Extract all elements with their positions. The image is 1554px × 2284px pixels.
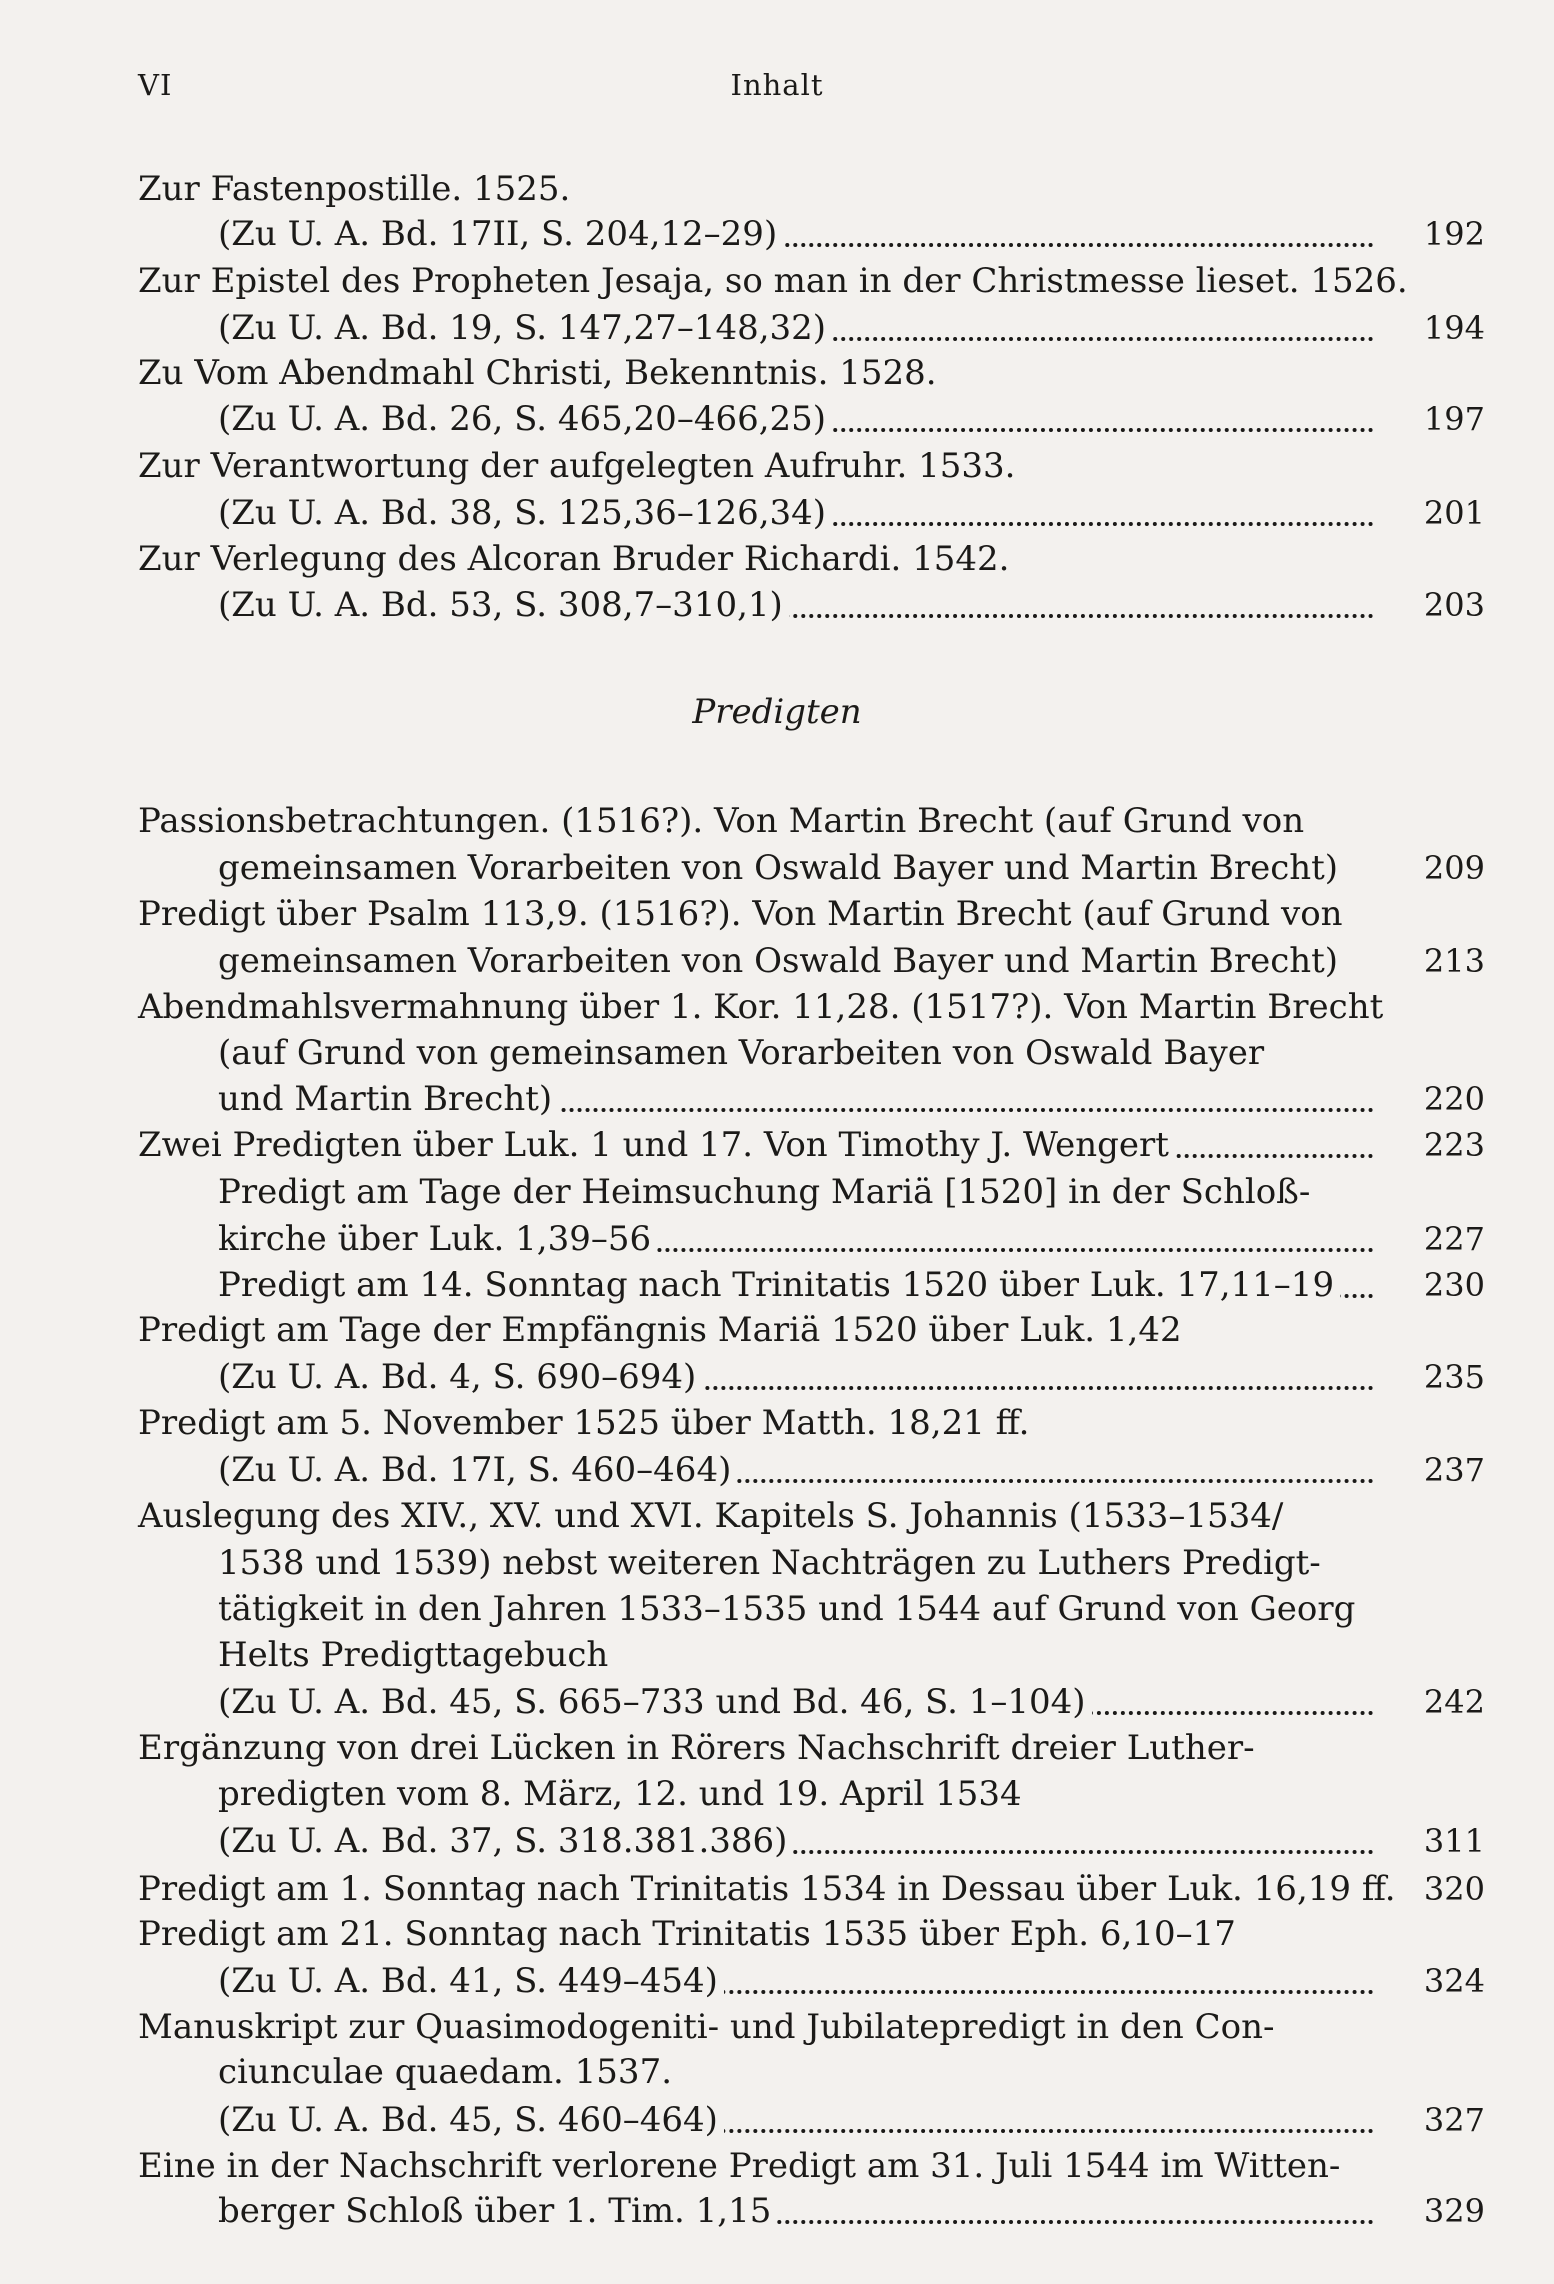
toc-page-number: 223 [1423, 1126, 1485, 1164]
toc-line [218, 1958, 1378, 2004]
toc-line [218, 1216, 1378, 1262]
toc-line-text: (Zu U. A. Bd. 17II, S. 204,12–29) [218, 214, 783, 254]
toc-page-number: 327 [1423, 2101, 1485, 2139]
toc-line-text: (Zu U. A. Bd. 37, S. 318.381.386) [218, 1821, 793, 1861]
toc-line [218, 490, 1378, 536]
toc-line-text: (Zu U. A. Bd. 53, S. 308,7–310,1) [218, 585, 789, 625]
page-number-roman: VI [138, 68, 173, 102]
toc-line [218, 2049, 1378, 2095]
toc-line [218, 1540, 1378, 1586]
toc-line [218, 2097, 1378, 2143]
toc-line-text: Predigt am 14. Sonntag nach Trinitatis 1520 über Luk. 17,11–19 [218, 1265, 1340, 1305]
toc-line-text: und Martin Brecht) [218, 1079, 558, 1119]
toc-line-text: Eine in der Nachschrift verlorene Predigt am 31. Juli 1544 im Witten- [138, 2146, 1346, 2186]
toc-page-number: 227 [1423, 1220, 1485, 1258]
toc-line-text: Zur Fastenpostille. 1525. [138, 169, 576, 209]
toc-line-text: (auf Grund von gemeinsamen Vorarbeiten von Oswald Bayer [218, 1033, 1270, 1073]
toc-line-text: predigten vom 8. März, 12. und 19. April 1534 [218, 1774, 1028, 1814]
toc-page-number: 329 [1423, 2192, 1485, 2230]
toc-line-text: (Zu U. A. Bd. 38, S. 125,36–126,34) [218, 493, 832, 533]
toc-page-number: 324 [1423, 1962, 1485, 2000]
toc-page-number: 209 [1423, 849, 1485, 887]
toc-line-text: Zwei Predigten über Luk. 1 und 17. Von Timothy J. Wengert [138, 1125, 1175, 1165]
toc-line-text: Zu Vom Abendmahl Christi, Bekenntnis. 1528. [138, 353, 943, 393]
toc-line [218, 1818, 1378, 1864]
toc-page-number: 320 [1423, 1870, 1485, 1908]
toc-line-text: tätigkeit in den Jahren 1533–1535 und 1544 auf Grund von Georg [218, 1589, 1361, 1629]
toc-line-text: Predigt am Tage der Heimsuchung Mariä [1520] in der Schloß- [218, 1172, 1316, 1212]
toc-line [138, 443, 1378, 489]
toc-line-text: ciunculae quaedam. 1537. [218, 2052, 678, 2092]
toc-line [218, 582, 1378, 628]
toc-line [138, 1866, 1396, 1912]
toc-line [218, 1771, 1378, 1817]
toc-line [138, 1493, 1378, 1539]
toc-line [218, 211, 1378, 257]
toc-line-text: Zur Verlegung des Alcoran Bruder Richardi. 1542. [138, 539, 1015, 579]
toc-line [218, 1354, 1378, 1400]
toc-page-number: 201 [1423, 494, 1485, 532]
toc-line-text: Predigt am 1. Sonntag nach Trinitatis 1534 in Dessau über Luk. 16,19 ff. [138, 1869, 1402, 1909]
toc-line-text: gemeinsamen Vorarbeiten von Oswald Bayer und Martin Brecht) [218, 941, 1344, 981]
toc-line [138, 1911, 1378, 1957]
toc-line [218, 845, 1378, 891]
toc-line [138, 1400, 1378, 1446]
toc-line [218, 396, 1378, 442]
toc-line [218, 1169, 1378, 1215]
section-heading-predigten: Predigten [692, 692, 862, 732]
toc-line-text: Passionsbetrachtungen. (1516?). Von Martin Brecht (auf Grund von [138, 801, 1310, 841]
toc-page-number: 192 [1423, 215, 1485, 253]
toc-line-text: Abendmahlsvermahnung über 1. Kor. 11,28. (1517?). Von Martin Brecht [138, 987, 1389, 1027]
toc-page-number: 242 [1423, 1683, 1485, 1721]
toc-line-text: Predigt am 21. Sonntag nach Trinitatis 1535 über Eph. 6,10–17 [138, 1914, 1242, 1954]
toc-line [138, 536, 1378, 582]
toc-line [138, 1725, 1378, 1771]
toc-line [218, 1447, 1378, 1493]
toc-page-number: 235 [1423, 1358, 1485, 1396]
toc-page-number: 230 [1423, 1266, 1485, 1304]
toc-line-text: (Zu U. A. Bd. 4, S. 690–694) [218, 1357, 702, 1397]
toc-line-text: (Zu U. A. Bd. 26, S. 465,20–466,25) [218, 399, 832, 439]
toc-line-text: Predigt über Psalm 113,9. (1516?). Von Martin Brecht (auf Grund von [138, 894, 1349, 934]
toc-line [218, 305, 1378, 351]
toc-line [218, 938, 1378, 984]
toc-line [218, 1632, 1378, 1678]
toc-page-number: 213 [1423, 942, 1485, 980]
toc-line [138, 166, 1378, 212]
toc-line-text: gemeinsamen Vorarbeiten von Oswald Bayer und Martin Brecht) [218, 848, 1344, 888]
toc-line [218, 1262, 1378, 1308]
toc-line-text: (Zu U. A. Bd. 17I, S. 460–464) [218, 1450, 737, 1490]
toc-line-text: Predigt am Tage der Empfängnis Mariä 1520 über Luk. 1,42 [138, 1310, 1188, 1350]
toc-line-text: kirche über Luk. 1,39–56 [218, 1219, 657, 1259]
toc-page-number: 220 [1423, 1080, 1485, 1118]
toc-page-number: 237 [1423, 1451, 1485, 1489]
toc-line-text: (Zu U. A. Bd. 41, S. 449–454) [218, 1961, 724, 2001]
toc-line-text: Ergänzung von drei Lücken in Rörers Nachschrift dreier Luther- [138, 1728, 1261, 1768]
toc-line [138, 350, 1378, 396]
toc-line [138, 2004, 1378, 2050]
toc-page-number: 203 [1423, 586, 1485, 624]
toc-line [138, 798, 1378, 844]
toc-line [138, 1307, 1378, 1353]
toc-line-text: Helts Predigttagebuch [218, 1635, 614, 1675]
toc-line [218, 1030, 1378, 1076]
toc-line-text: Zur Verantwortung der aufgelegten Aufruhr. 1533. [138, 446, 1021, 486]
toc-line-text: Auslegung des XIV., XV. und XVI. Kapitels S. Johannis (1533–1534/ [138, 1496, 1289, 1536]
toc-line [218, 1679, 1378, 1725]
toc-line [138, 2143, 1378, 2189]
toc-line-text: 1538 und 1539) nebst weiteren Nachträgen zu Luthers Predigt- [218, 1543, 1327, 1583]
toc-line [138, 258, 1408, 304]
running-header-title: Inhalt [730, 68, 824, 102]
toc-line [218, 2188, 1378, 2234]
toc-line-text: Manuskript zur Quasimodogeniti- und Jubilatepredigt in den Con- [138, 2007, 1280, 2047]
toc-line-text: Zur Epistel des Propheten Jesaja, so man in der Christmesse lieset. 1526. [138, 261, 1414, 301]
toc-line [218, 1586, 1378, 1632]
toc-page-number: 197 [1423, 400, 1485, 438]
toc-line [138, 891, 1378, 937]
toc-line-text: berger Schloß über 1. Tim. 1,15 [218, 2191, 777, 2231]
toc-page-number: 311 [1423, 1822, 1485, 1860]
toc-line-text: (Zu U. A. Bd. 19, S. 147,27–148,32) [218, 308, 832, 348]
toc-line-text: (Zu U. A. Bd. 45, S. 665–733 und Bd. 46, S. 1–104) [218, 1682, 1092, 1722]
toc-line-text: (Zu U. A. Bd. 45, S. 460–464) [218, 2100, 724, 2140]
toc-line [138, 984, 1384, 1030]
toc-line-text: Predigt am 5. November 1525 über Matth. 18,21 ff. [138, 1403, 1035, 1443]
toc-line [218, 1076, 1378, 1122]
toc-line [138, 1122, 1378, 1168]
toc-page-number: 194 [1423, 309, 1485, 347]
